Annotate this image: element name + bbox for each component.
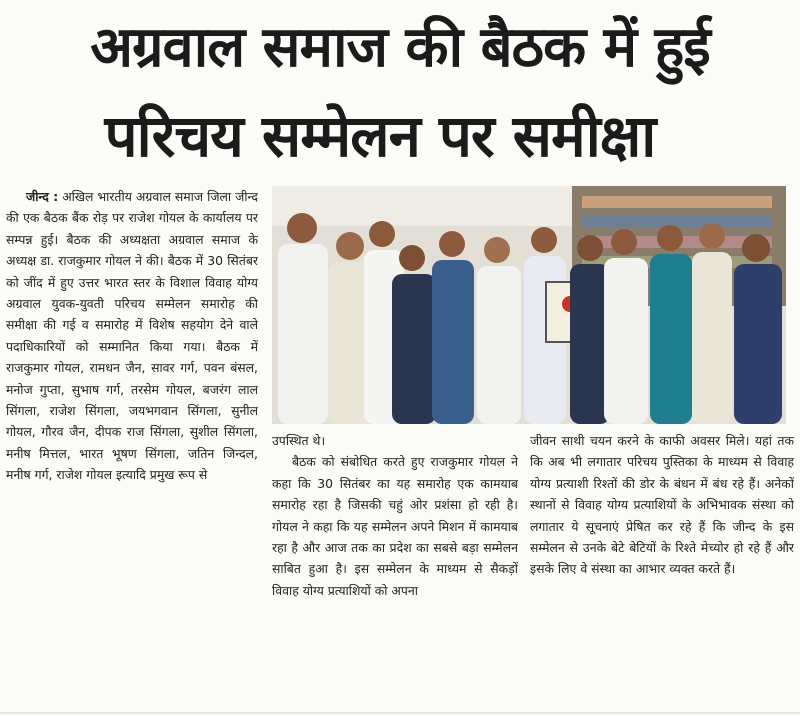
article-column-2 — [272, 430, 518, 710]
article-text: बैठक को संबोधित करते हुए राजकुमार गोयल ने कहा कि 30 सितंबर का यह समारोह एक कामयाब समारोह रहा है जिसकी चहुं ओर प्रशंसा हो रही है। गोयल ने कहा कि यह सम्मेलन अपने मिशन में कामयाब रहा है और आज तक का प्रदेश का सबसे बड़ा सम्मेलन साबित हुआ है। इस सम्मेलन के माध्यम से सैकड़ों विवाह योग्य प्रत्याशियों को अपना — [272, 454, 518, 598]
article-text: जीवन साथी चयन करने के काफी अवसर मिले। यहां तक कि अब भी लगातार परिचय पुस्तिका के माध्यम से विवाह योग्य प्रत्याशी रिश्तों की डोर के बंधन में बंध रहे हैं। अनेकों स्थानों से विवाह योग्य प्रत्याशियों के अभिभावक संस्था को लगातार ये सूचनाएं प्रेषित कर रहे हैं कि जीन्द के इस सम्मेलन से उनके बेटे बेटियों के रिश्ते मेच्योर हो रहे हैं और इसके लिए वे संस्था का आभार व्यक्त करते हैं। — [530, 433, 794, 577]
dateline: जीन्द : — [26, 189, 59, 204]
meeting-photo — [272, 186, 786, 424]
headline-line-1: अग्रवाल समाज की बैठक में हुई — [90, 15, 710, 80]
headline-line-2: परिचय सम्मेलन पर समीक्षा — [104, 102, 656, 170]
article-text: अखिल भारतीय अग्रवाल समाज जिला जीन्द की एक बैठक बैंक रोड़ पर राजेश गोयल के कार्यालय पर सम्पन्न हुई। बैठक की अध्यक्षता अग्रवाल समाज के अध्यक्ष डा. राजकुमार गोयल ने की। बैठक में 30 सितंबर को जींद में हुए उत्तर भारत स्तर के विशाल विवाह योग्य अग्रवाल युवक-युवती परिचय सम्मेलन समारोह की समीक्षा की गई व समारोह में विशेष सहयोग देने वाले पदाधिकारियों को सम्मानित किया गया। बैठक में राजकुमार गोयल, रामधन जैन, सावर गर्ग, पवन बंसल, मनोज गुप्ता, सुभाष गर्ग, तरसेम गोयल, बजरंग लाल सिंगला, राजेश सिंगला, जयभगवान सिंगला, सुनील गोयल, गौरव जैन, दीपक राज सिंगला, सुशील सिंगला, मनीष मित्तल, भारत भूषण सिंगला, जतिन जिन्दल, मनीष गर्ग, राजेश गोयल इत्यादि प्रमुख रूप से — [6, 189, 258, 483]
article-column-3 — [530, 430, 794, 710]
photo-illustration — [272, 186, 786, 424]
article-column-1 — [6, 186, 258, 710]
article-text: उपस्थित थे। — [272, 433, 326, 448]
bottom-divider — [0, 712, 800, 714]
